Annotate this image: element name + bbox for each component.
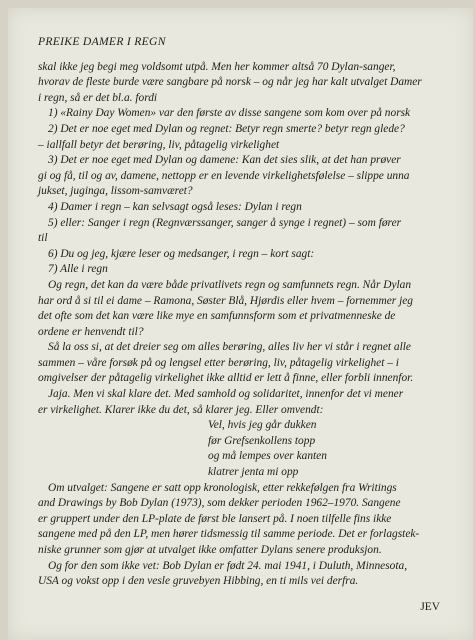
text-line: gi og få, til og av, damene, nettopp er en levende virkelighetsfølelse – slippe unna — [38, 169, 410, 182]
book-page — [8, 8, 473, 640]
text-line: sammen – våre forsøk på og lengsel etter berøring, liv, påtagelig virkelighet – i — [38, 356, 399, 369]
poem-line: og må lempes over kanten — [208, 450, 327, 463]
text-line: 6) Du og jeg, kjære leser og medsanger, i regn – kort sagt: — [48, 247, 315, 260]
poem-line: Vel, hvis jeg går dukken — [208, 419, 317, 432]
page-content — [38, 34, 446, 615]
poem-line: før Grefsenkollens topp — [208, 434, 316, 447]
text-line: det ofte som det kan være like mye en samfunnsform som et privatmenneske de — [38, 310, 396, 323]
text-line: USA og vokst opp i den vesle gruvebyen Hibbing, en ti mils vei derfra. — [38, 575, 359, 588]
text-line: 7) Alle i regn — [48, 263, 108, 276]
text-line: 5) eller: Sanger i regn (Regnværssanger, sanger å synge i regnet) – som fører — [48, 216, 402, 229]
text-line: er gruppert under den LP-plate de først ble lansert på. I noen tilfelle fins ikke — [38, 512, 392, 525]
text-line: Og for den som ikke vet: Bob Dylan er født 24. mai 1941, i Duluth, Minnesota, — [48, 559, 408, 572]
text-line: Og regn, det kan da være både privatlivets regn og samfunnets regn. Når Dylan — [48, 278, 412, 291]
text-line: er virkelighet. Klarer ikke du det, så klarer jeg. Eller omvendt: — [38, 403, 324, 416]
text-line: har ord å si til ei dame – Ramona, Søster Blå, Hjørdis eller hvem – fornemmer jeg — [38, 294, 414, 307]
text-line: 4) Damer i regn – kan selvsagt også leses: Dylan i regn — [48, 200, 302, 213]
text-line: jukset, juginga, lissom-samværet? — [38, 185, 193, 198]
poem-line: klatrer jenta mi opp — [208, 466, 299, 479]
text-line: Jaja. Men vi skal klare det. Med samhold og solidaritet, innenfor det vi mener — [48, 388, 404, 401]
text-line: ordene er henvendt til? — [38, 325, 144, 338]
text-line: 3) Det er noe eget med Dylan og damene: Kan det sies slik, at det han prøver — [48, 154, 401, 167]
text-line: 2) Det er noe eget med Dylan og regnet: Betyr regn smerte? betyr regn glede? — [48, 122, 405, 135]
text-line: til — [38, 232, 48, 245]
text-line: – iallfall betyr det berøring, liv, påtagelig virkelighet — [38, 138, 280, 151]
text-line: hvorav de fleste burde være sangbare på norsk – og når jeg har kalt utvalget Damer — [38, 76, 422, 89]
text-line: Så la oss si, at det dreier seg om alles berøring, alles liv her vi står i regnet alle — [48, 341, 411, 354]
running-head: PREIKE DAMER I REGN — [38, 35, 166, 48]
text-line: 1) «Rainy Day Women» var den første av disse sangene som kom over på norsk — [48, 107, 411, 120]
text-line: sangene med på den LP, men hører tidsmessig til samme periode. Det er forlagstek- — [38, 528, 420, 541]
text-line: niske grunner som gjør at utvalget ikke omfatter Dylans senere produksjon. — [38, 544, 382, 556]
signature: JEV — [420, 600, 440, 613]
text-line: and Drawings by Bob Dylan (1973), som dekker perioden 1962–1970. Sangene — [38, 497, 401, 510]
text-line: omgivelser der påtagelig virkelighet ikke alltid er lett å finne, eller forbli innenfor. — [38, 372, 414, 385]
text-line: skal ikke jeg begi meg voldsomt utpå. Men her kommer altså 70 Dylan-sanger, — [38, 60, 396, 73]
text-line: i regn, så er det bl.a. fordi — [38, 91, 158, 104]
text-line: Om utvalget: Sangene er satt opp kronologisk, etter rekkefølgen fra Writings — [48, 481, 397, 494]
